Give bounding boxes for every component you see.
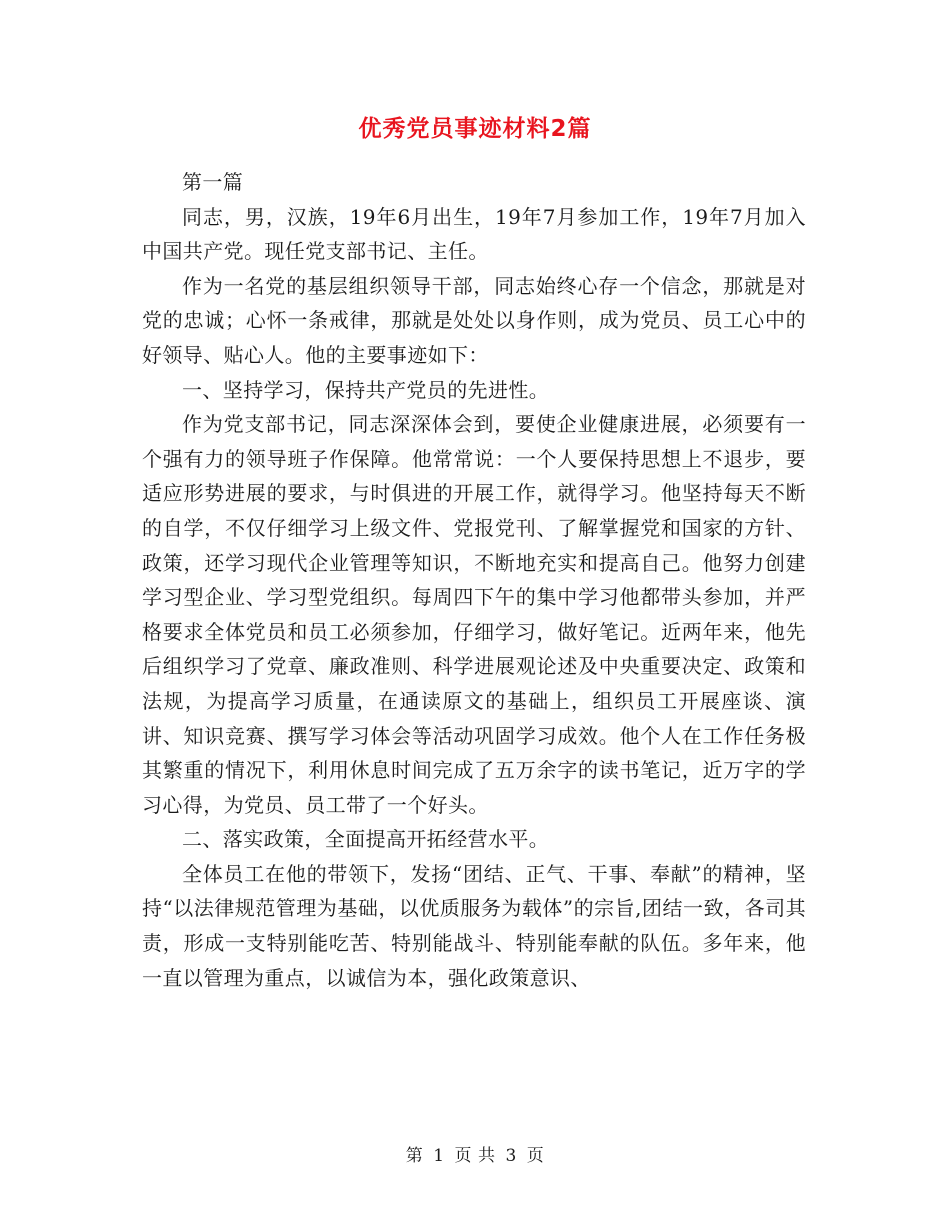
paragraph-section-two-heading: 二、落实政策，全面提高开拓经营水平。 bbox=[182, 827, 550, 852]
document-body bbox=[142, 165, 806, 995]
footer-prefix: 第 bbox=[405, 1146, 424, 1166]
paragraph-profile: 同志，男，汉族，19年6月出生，19年7月参加工作，19年7月加入中国共产党。现任党支部书记、主任。 bbox=[142, 204, 806, 264]
paragraph-section-two-body: 全体员工在他的带领下，发扬“团结、正气、干事、奉献”的精神，坚持“以法律规范管理为基础，以优质服务为载体”的宗旨,团结一致，各司其责，形成一支特别能吃苦、特别能战斗、特别能奉献的队伍。多年来，他一直以管理为重点，以诚信为本，强化政策意识、 bbox=[142, 861, 806, 990]
paragraph-introduction: 作为一名党的基层组织领导干部，同志始终心存一个信念，那就是对党的忠诚；心怀一条戒律，那就是处处以身作则，成为党员、员工心中的好领导、贴心人。他的主要事迹如下： bbox=[142, 273, 806, 367]
document-title: 优秀党员事迹材料2篇 bbox=[358, 116, 592, 142]
paragraph-heading-part-one: 第一篇 bbox=[182, 170, 244, 194]
footer-current-page: 1 bbox=[433, 1146, 445, 1166]
footer-suffix: 页 bbox=[526, 1146, 545, 1166]
page-footer bbox=[0, 1143, 950, 1169]
footer-total-pages: 3 bbox=[505, 1146, 517, 1166]
paragraph-section-one-heading: 一、坚持学习，保持共产党员的先进性。 bbox=[182, 377, 550, 402]
paragraph-section-one-body: 作为党支部书记，同志深深体会到，要使企业健康进展，必须要有一个强有力的领导班子作保障。他常常说：一个人要保持思想上不退步，要适应形势进展的要求，与时俱进的开展工作，就得学习。他坚持每天不断的自学，不仅仔细学习上级文件、党报党刊、了解掌握党和国家的方针、政策，还学习现代企业管理等知识，不断地充实和提高自己。他努力创建学习型企业、学习型党组织。每周四下午的集中学习他都带头参加，并严格要求全体党员和员工必须参加，仔细学习，做好笔记。近两年来，他先后组织学习了党章、廉政准则、科学进展观论述及中央重要决定、政策和法规，为提高学习质量，在通读原文的基础上，组织员工开展座谈、演讲、知识竞赛、撰写学习体会等活动巩固学习成效。他个人在工作任务极其繁重的情况下，利用休息时间完成了五万余字的读书笔记，近万字的学习心得，为党员、员工带了一个好头。 bbox=[142, 412, 806, 817]
footer-middle: 页 共 bbox=[454, 1146, 496, 1166]
